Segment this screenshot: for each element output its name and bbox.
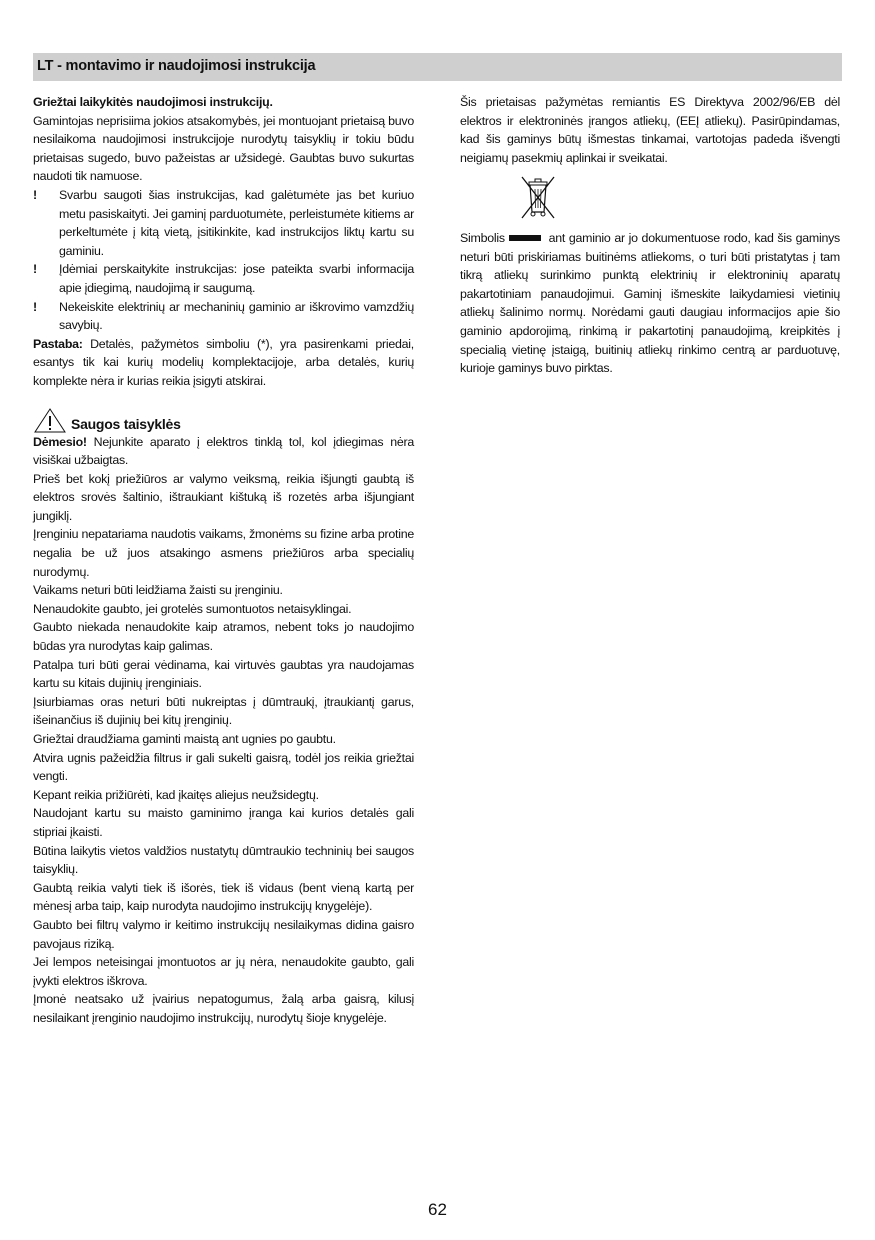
safety-paragraph: Įrenginiu nepatariama naudotis vaikams, žmonėms su fizine arba protine negalia be už juos atsakingo asmens priežiūros arba specialių nurodymų. bbox=[33, 527, 414, 579]
symbol-word: Simbolis bbox=[460, 230, 505, 245]
safety-paragraph: Jei lempos neteisingai įmontuotos ar jų nėra, nenaudokite gaubto, gali įvykti elektros iškrova. bbox=[33, 955, 414, 988]
header-bar bbox=[33, 53, 842, 81]
bullet-text: Nekeiskite elektrinių ar mechaninių gaminio ar iškrovimo vamzdžių savybių. bbox=[59, 299, 414, 333]
right-column bbox=[460, 93, 840, 378]
safety-paragraph: Gaubtą reikia valyti tiek iš išorės, tiek iš vidaus (bent vieną kartą per mėnesį arba taip, kaip nurodyta naudojimo instrukcijų knygelėje). bbox=[33, 880, 414, 914]
attention-paragraph bbox=[33, 433, 414, 470]
symbol-paragraph bbox=[460, 229, 840, 378]
safety-paragraph: Įsiurbiamas oras neturi būti nukreiptas į dūmtraukį, įtraukiantį garus, išeinančius iš dujinių bei kitų įrenginių. bbox=[33, 694, 414, 728]
attention-label: Dėmesio! bbox=[33, 434, 87, 449]
safety-paragraph: Kepant reikia prižiūrėti, kad įkaitęs aliejus neužsidegtų. bbox=[33, 787, 319, 802]
safety-paragraph: Nenaudokite gaubto, jei grotelės sumontuotos netaisyklingai. bbox=[33, 601, 352, 616]
page-number: 62 bbox=[428, 1200, 447, 1219]
safety-paragraph: Įmonė neatsako už įvairius nepatogumus, žalą arba gaisrą, kilusį nesilaikant įrenginio naudojimo instrukcijų, nurodytų šioje knygelėje. bbox=[33, 992, 414, 1025]
safety-paragraph: Gaubto bei filtrų valymo ir keitimo instrukcijų nesilaikymas didina gaisro pavojaus riziką. bbox=[33, 917, 414, 951]
note-text: Detalės, pažymėtos simboliu (*), yra pasirenkami priedai, esantys tik kai kurių modelių komplektacijoje, arba detalės, kurių komplekte nėra ir kurias reikia įsigyti atskirai. bbox=[33, 336, 414, 388]
bullet-item bbox=[33, 298, 414, 335]
safety-paragraph: Griežtai draudžiama gaminti maistą ant ugnies po gaubtu. bbox=[33, 732, 336, 746]
safety-paragraph: Atvira ugnis pažeidžia filtrus ir gali sukelti gaisrą, todėl jos reikia griežtai vengti. bbox=[33, 750, 414, 784]
left-column bbox=[33, 93, 414, 1028]
warning-triangle-icon bbox=[33, 407, 67, 433]
bullet-text: Įdėmiai perskaitykite instrukcijas: jose pateikta svarbi informacija apie įdiegimą, naudojimą ir saugumą. bbox=[59, 262, 414, 295]
note-label: Pastaba: bbox=[33, 336, 83, 351]
intro-heading: Griežtai laikykitės naudojimosi instrukcijų. bbox=[33, 95, 273, 109]
solid-bar-icon bbox=[509, 235, 541, 241]
exclamation-icon: ! bbox=[33, 187, 37, 202]
intro-paragraph: Gamintojas neprisiima jokios atsakomybės, jei montuojant prietaisą buvo nesilaikoma naudojimosi instrukcijoje nurodytų taisyklių ir tokiu būdu prietaisas sugedo, buvo pažeistas ar užsidegė. Gaubtas buvo sukurtas naudoti tik namuose. bbox=[33, 113, 415, 184]
safety-paragraph: Patalpa turi būti gerai vėdinama, kai virtuvės gaubtas yra naudojamas kartu su kitais dujinių įrenginiais. bbox=[33, 657, 414, 691]
attention-text: Nejunkite aparato į elektros tinklą tol, kol įdiegimas nėra visiškai užbaigtas. bbox=[33, 434, 414, 468]
exclamation-icon: ! bbox=[33, 299, 37, 314]
safety-heading bbox=[33, 407, 414, 433]
bullet-text: Svarbu saugoti šias instrukcijas, kad galėtumėte jas bet kuriuo metu pasiskaityti. Jei gaminį parduotumėte, perleistumėte kitiems ar perkeltumėte į kitą vietą, įsitikinkite, kad instrukcijos liktų kartu su gaminiu. bbox=[59, 187, 414, 258]
safety-paragraph: Vaikams neturi būti leidžiama žaisti su įrenginiu. bbox=[33, 583, 283, 598]
safety-paragraph: Prieš bet kokį priežiūros ar valymo veiksmą, reikia išjungti gaubtą iš elektros srovės šaltinio, ištraukiant kištuką iš rozetės arba išjungiant jungiklį. bbox=[33, 471, 414, 523]
page-title: LT - montavimo ir naudojimosi instrukcija bbox=[37, 58, 316, 74]
note-paragraph bbox=[33, 335, 414, 391]
exclamation-icon: ! bbox=[33, 262, 37, 277]
crossed-bin-icon bbox=[518, 174, 558, 220]
bullet-item bbox=[33, 260, 414, 297]
safety-paragraph: Gaubto niekada nenaudokite kaip atramos, nebent toks jo naudojimo būdas yra nurodytas kaip galimas. bbox=[33, 620, 414, 654]
weee-paragraph: Šis prietaisas pažymėtas remiantis ES Direktyva 2002/96/EB dėl elektros ir elektroninės įrangos atliekų, (EEĮ atliekų). Pasirūpindamas, kad šis gaminys būtų išmestas tinkamai, vartotojas padeda išvengti neigiamų pasekmių aplinkai ir sveikatai. bbox=[460, 95, 840, 165]
bullet-item bbox=[33, 186, 414, 260]
safety-paragraph: Naudojant kartu su maisto gaminimo įranga kai kurios detalės gali stipriai įkaisti. bbox=[33, 806, 414, 839]
symbol-text: ant gaminio ar jo dokumentuose rodo, kad šis gaminys neturi būti priskiriamas buitinėms atliekoms, o turi būti pristatytas į tam tikrą atliekų surinkimo punktą elektrinių ir elektroninių aparatų pakartotiniam panaudojimui. Gaminį išmeskite laikydamiesi vietinių atliekų šalinimo normų. Norėdami gauti daugiau informacijos apie šio gaminio apdorojimą, rinkimą ir pakartotinį panaudojimą, kreipkitės į specialią vietinę įstaigą, buitinių atliekų rinkimo centrą ar parduotuvę, kurioje gaminys buvo pirktas. bbox=[460, 230, 840, 376]
safety-heading-text: Saugos taisyklės bbox=[71, 415, 181, 432]
safety-paragraph: Būtina laikytis vietos valdžios nustatytų dūmtraukio techninių bei saugos taisyklių. bbox=[33, 843, 414, 877]
